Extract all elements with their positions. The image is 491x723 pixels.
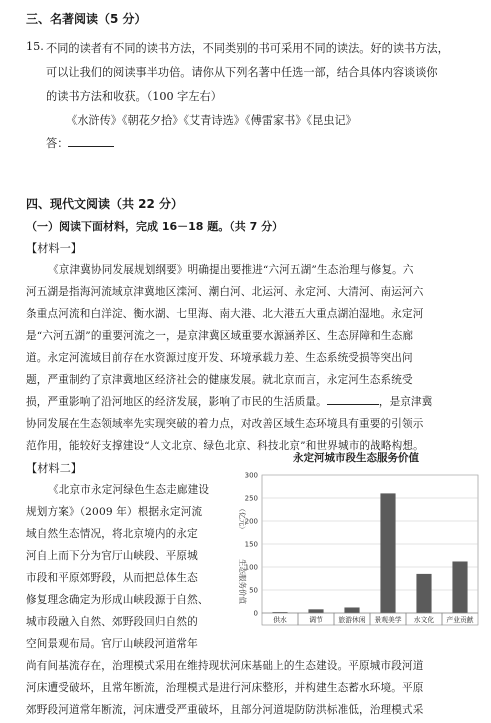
question-line: 可以让我们的阅读事半功倍。请你从下列名著中任选一部，结合具体内容谈谈你 bbox=[46, 66, 438, 79]
bar-5 bbox=[452, 561, 467, 613]
paragraph-line: 规划方案》（2009 年）根据永定河流 bbox=[26, 506, 203, 518]
material2-label: 【材料二】 bbox=[26, 462, 82, 475]
paragraph-text: 损，严重影响了沿河地区的经济发展，影响了市民的生活质量。 bbox=[26, 396, 327, 408]
y-tick-label: 50 bbox=[249, 586, 258, 595]
paragraph-line bbox=[26, 394, 433, 409]
paragraph-line: 城市段融入自然、郊野段回归自然的 bbox=[26, 616, 198, 628]
y-tick-label: 250 bbox=[244, 494, 258, 503]
fill-blank[interactable] bbox=[327, 394, 379, 405]
paragraph-line: 《北京市永定河绿色生态走廊建设 bbox=[48, 484, 210, 496]
x-category-label: 旅游休闲 bbox=[338, 616, 366, 624]
chart-title: 永定河城市段生态服务价值 bbox=[293, 452, 419, 464]
y-tick-label: 0 bbox=[253, 609, 258, 618]
paragraph-line: 河床遭受破坏，且常年断流，治理模式是进行河床整形，并构建生态蓄水环境。平原 bbox=[26, 682, 424, 694]
paragraph-line: 域自然生态情况，将北京境内的永定 bbox=[26, 528, 198, 540]
paragraph-line: 范作用，能较好支撑建设“人文北京、绿色北京、科技北京”和世界城市的战略构想。 bbox=[26, 440, 424, 452]
bar-2 bbox=[344, 607, 359, 613]
paragraph-line: 协同发展在生态领域率先实现突破的着力点，对改善区域生态环境具有重要的引领示 bbox=[26, 418, 424, 430]
question-number: 15. bbox=[26, 40, 44, 53]
paragraph-line: 《京津冀协同发展规划纲要》明确提出要推进“六河五湖”生态治理与修复。六 bbox=[48, 264, 414, 276]
bar-3 bbox=[380, 493, 395, 613]
x-category-label: 调节 bbox=[309, 616, 323, 624]
book-list: 《水浒传》《朝花夕拾》《艾青诗选》《傅雷家书》《昆虫记》 bbox=[66, 114, 357, 127]
section4-title: 四、现代文阅读（共 22 分） bbox=[26, 197, 184, 211]
paragraph-line: 郊野段河道常年断流，河床遭受严重破坏，且部分河道堤防防洪标准低，治理模式采 bbox=[26, 704, 424, 716]
section3-title: 三、名著阅读（5 分） bbox=[26, 12, 147, 26]
x-category-label: 产业贡献 bbox=[446, 616, 474, 624]
x-category-label: 供水 bbox=[273, 616, 287, 624]
paragraph-line: 修复理念确定为形成山峡段源于自然、 bbox=[26, 594, 209, 606]
answer-blank[interactable] bbox=[68, 136, 114, 147]
paragraph-line: 道。永定河流域目前存在水资源过度开发、环境承载力差、生态系统受损等突出问 bbox=[26, 352, 413, 364]
chart-unit: （亿元） bbox=[238, 505, 246, 533]
answer-label: 答： bbox=[46, 137, 69, 150]
chart-grid bbox=[262, 475, 478, 613]
x-category-label: 水文化 bbox=[413, 616, 435, 624]
paragraph-text: ，是京津冀 bbox=[378, 396, 433, 408]
paragraph-line: 条重点河流和白洋淀、衡水湖、七里海、南大港、北大港五大重点湖泊湿地。永定河 bbox=[26, 308, 424, 320]
y-tick-label: 100 bbox=[244, 563, 258, 572]
paragraph-line: 是“六河五湖”的重要河流之一，是京津冀区域重要水源涵养区、生态屏障和生态廊 bbox=[26, 330, 414, 342]
paragraph-line: 题，严重制约了京津冀地区经济社会的健康发展。就北京而言，永定河生态系统受 bbox=[26, 374, 413, 386]
question-line: 的读书方法和收获。（100 字左右） bbox=[46, 90, 222, 103]
question-line: 不同的读者有不同的读书方法，不同类别的书可采用不同的读法。好的读书方法， bbox=[46, 42, 449, 55]
material1-label: 【材料一】 bbox=[26, 242, 82, 255]
part1-instruction: （一）阅读下面材料，完成 16－18 题。（共 7 分） bbox=[26, 220, 284, 233]
paragraph-line: 空间景观布局。官厅山峡段河道常年 bbox=[26, 638, 198, 650]
paragraph-line: 市段和平原郊野段，从而把总体生态 bbox=[26, 572, 198, 584]
chart-categories bbox=[262, 613, 478, 625]
x-category-label: 景观美学 bbox=[374, 616, 402, 624]
y-tick-label: 150 bbox=[244, 540, 258, 549]
paragraph-line: 河自上而下分为官厅山峡段、平原城 bbox=[26, 550, 198, 562]
paragraph-line: 尚有间基流存在，治理模式采用在维持现状河床基础上的生态建设。平原城市段河道 bbox=[26, 660, 424, 672]
paragraph-line: 河五湖是指海河流域京津冀地区滦河、潮白河、北运河、永定河、大清河、南运河六 bbox=[26, 286, 424, 298]
y-tick-label: 200 bbox=[244, 517, 258, 526]
bar-1 bbox=[308, 609, 323, 613]
chart-bars bbox=[272, 493, 467, 613]
bar-4 bbox=[416, 574, 431, 613]
y-tick-label: 300 bbox=[244, 471, 258, 480]
ecosystem-service-value-chart bbox=[228, 447, 484, 647]
answer-line[interactable] bbox=[46, 135, 114, 151]
y-axis-label: 生态服务价值 bbox=[238, 559, 247, 604]
